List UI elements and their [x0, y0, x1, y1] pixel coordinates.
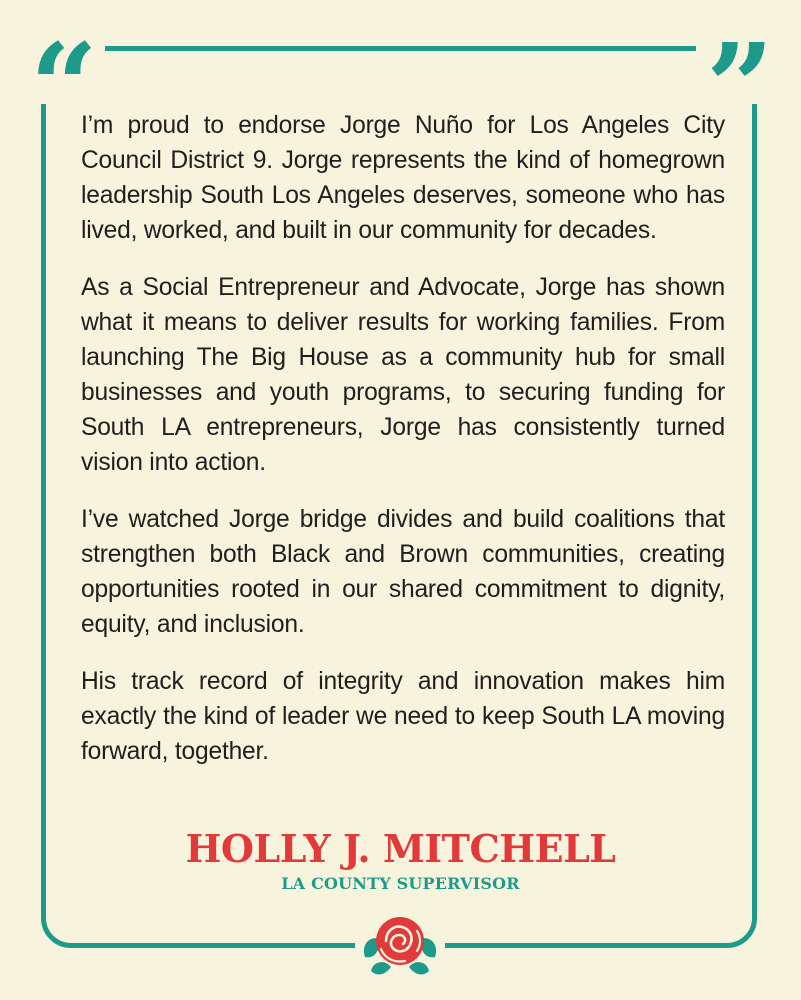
close-quote-icon: ”: [706, 17, 774, 156]
paragraph-1: I’m proud to endorse Jorge Nuño for Los Angeles City Council District 9. Jorge represents the kind of homegrown leadership South Los Angeles deserves, someone who has lived, worked, and built in our community for decades.: [81, 112, 725, 244]
endorsement-text: [81, 108, 725, 791]
signature-title: LA COUNTY SUPERVISOR: [281, 874, 520, 893]
paragraph-3: I’ve watched Jorge bridge divides and build coalitions that strengthen both Black and Brown communities, creating opportunities rooted in our shared commitment to dignity, equity, and inclusion.: [81, 506, 725, 638]
paragraph-4: His track record of integrity and innovation makes him exactly the kind of leader we need to keep South LA moving forward, together.: [81, 668, 725, 765]
rose-icon: [359, 905, 441, 987]
open-quote-icon: “: [30, 17, 98, 156]
paragraph-2: As a Social Entrepreneur and Advocate, Jorge has shown what it means to deliver results for working families. From launching The Big House as a community hub for small businesses and youth programs, to securing funding for South LA entrepreneurs, Jorge has consistently turned vision into action.: [81, 274, 725, 476]
signature-name: HOLLY J. MITCHELL: [185, 826, 616, 871]
